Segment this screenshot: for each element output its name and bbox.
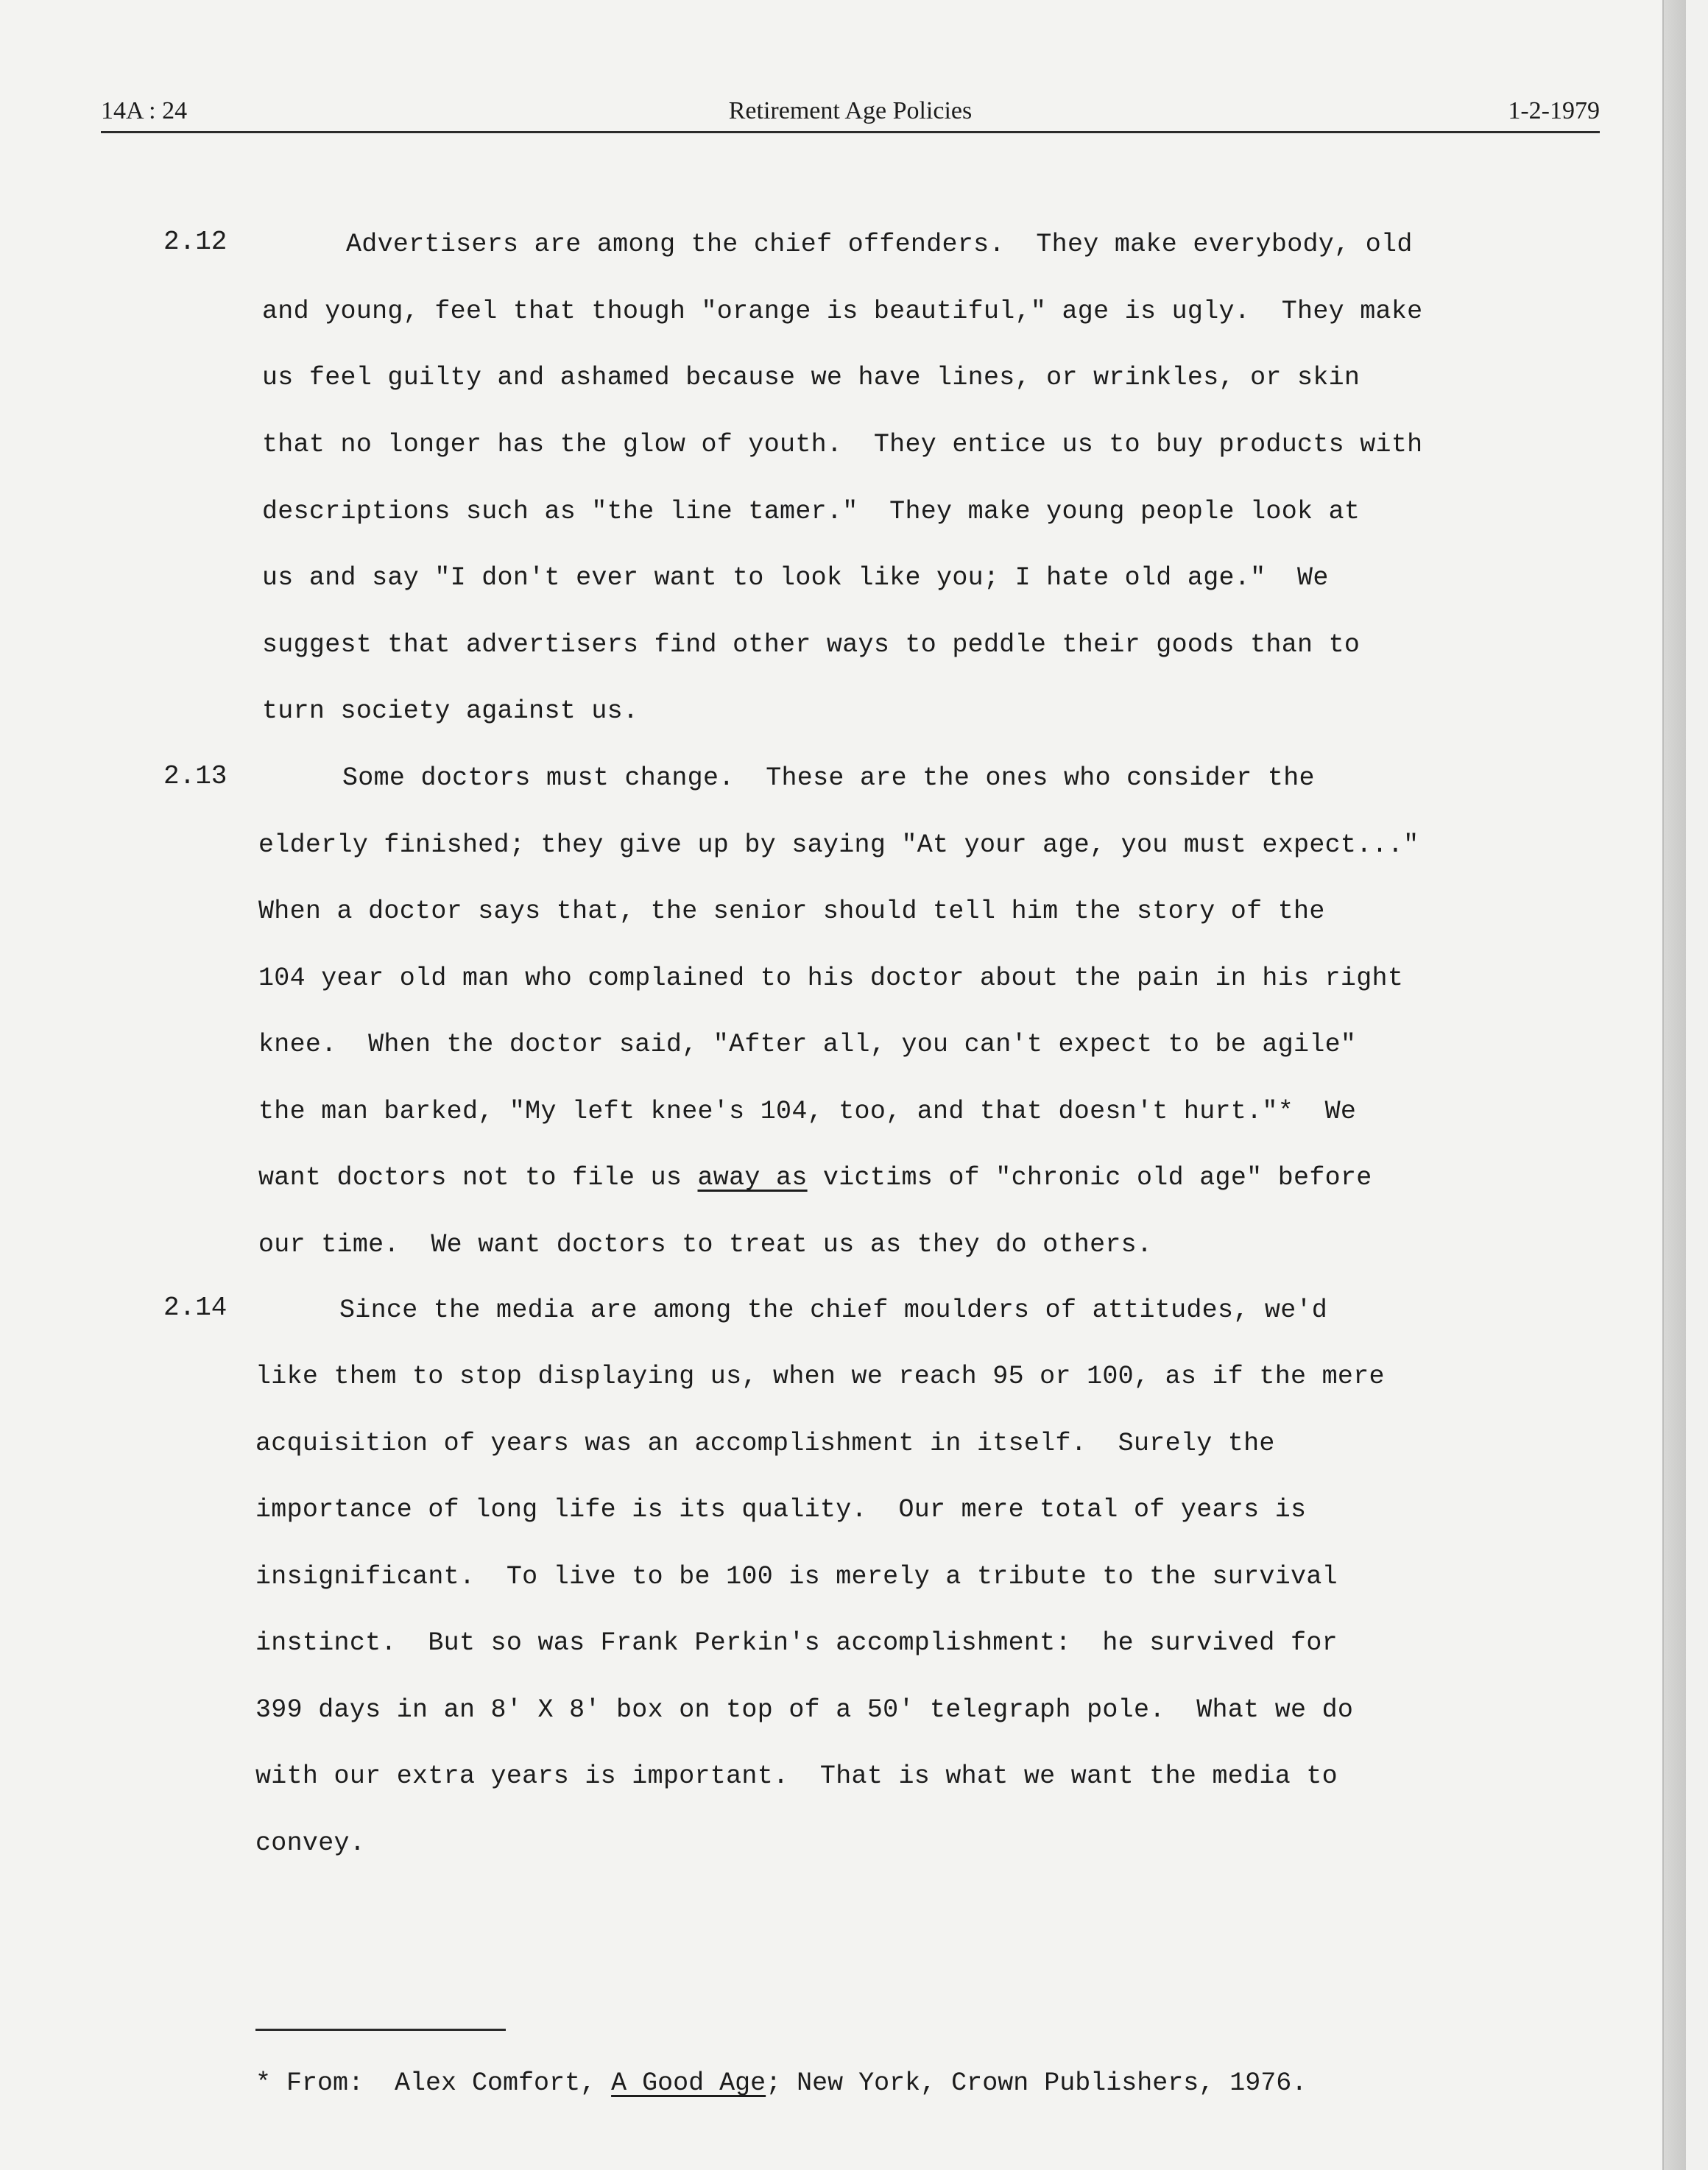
text-line: the man barked, "My left knee's 104, too, and that doesn't hurt."* We bbox=[258, 1097, 1357, 1126]
footnote bbox=[255, 2068, 1307, 2098]
text-line: insignificant. To live to be 100 is merely a tribute to the survival bbox=[255, 1562, 1338, 1591]
text-line: our time. We want doctors to treat us as they do others. bbox=[258, 1230, 1153, 1259]
text-line: suggest that advertisers find other ways to peddle their goods than to bbox=[262, 630, 1361, 660]
text-line: elderly finished; they give up by saying "At your age, you must expect..." bbox=[258, 830, 1419, 860]
text-line: us feel guilty and ashamed because we have lines, or wrinkles, or skin bbox=[262, 363, 1361, 392]
text-line: with our extra years is important. That is what we want the media to bbox=[255, 1761, 1338, 1791]
header-title: Retirement Age Policies bbox=[728, 97, 973, 124]
text-line: Since the media are among the chief moulders of attitudes, we'd bbox=[339, 1296, 1328, 1325]
paragraph-number: 2.14 bbox=[163, 1293, 227, 1323]
text-line: that no longer has the glow of youth. They entice us to buy products with bbox=[262, 430, 1423, 459]
text-line: acquisition of years was an accomplishment in itself. Surely the bbox=[255, 1429, 1275, 1458]
text-line: 104 year old man who complained to his doctor about the pain in his right bbox=[258, 964, 1404, 993]
header-date: 1-2-1979 bbox=[1508, 97, 1600, 124]
text-line: want doctors not to file us away as victims of "chronic old age" before bbox=[258, 1163, 1372, 1192]
paragraph-number: 2.13 bbox=[163, 761, 227, 791]
text-line: instinct. But so was Frank Perkin's accomplishment: he survived for bbox=[255, 1628, 1338, 1658]
text-line: convey. bbox=[255, 1828, 366, 1858]
text-line: Some doctors must change. These are the ones who consider the bbox=[342, 763, 1315, 793]
page-edge bbox=[1662, 0, 1686, 2170]
text-line: 399 days in an 8' X 8' box on top of a 50' telegraph pole. What we do bbox=[255, 1695, 1354, 1725]
footnote-prefix: * From: Alex Comfort, bbox=[255, 2068, 612, 2098]
text-line: descriptions such as "the line tamer." They make young people look at bbox=[262, 497, 1361, 526]
text-line: importance of long life is its quality. Our mere total of years is bbox=[255, 1495, 1307, 1524]
text-line: turn society against us. bbox=[262, 696, 639, 726]
paragraph-number: 2.12 bbox=[163, 227, 227, 257]
page-header bbox=[101, 97, 1600, 133]
text-line: us and say "I don't ever want to look like you; I hate old age." We bbox=[262, 563, 1329, 593]
text-line: When a doctor says that, the senior should tell him the story of the bbox=[258, 897, 1325, 926]
text-line: Advertisers are among the chief offenders. They make everybody, old bbox=[346, 230, 1413, 259]
footnote-book-title: A Good Age bbox=[611, 2068, 766, 2098]
header-page-number: 14A : 24 bbox=[101, 97, 188, 124]
footnote-rule bbox=[255, 2029, 506, 2031]
text-line: and young, feel that though "orange is beautiful," age is ugly. They make bbox=[262, 297, 1423, 326]
footnote-suffix: ; New York, Crown Publishers, 1976. bbox=[766, 2068, 1308, 2098]
text-line: knee. When the doctor said, "After all, you can't expect to be agile" bbox=[258, 1030, 1357, 1059]
text-line: like them to stop displaying us, when we reach 95 or 100, as if the mere bbox=[255, 1362, 1385, 1391]
